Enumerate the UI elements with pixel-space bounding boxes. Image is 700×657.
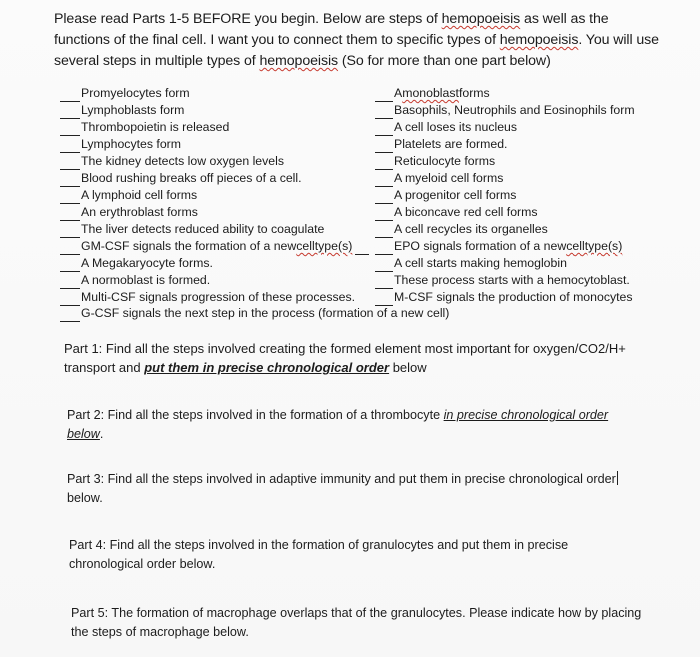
misspelled-word: hemopoeisis — [441, 11, 521, 27]
prompt-text: below. — [67, 491, 103, 505]
step-text: A cell recycles its organelles — [394, 222, 548, 236]
intro-text: (So for more than one part below) — [338, 53, 551, 69]
step-text: These process starts with a hemocytoblast. — [394, 273, 630, 287]
right-steps-list — [375, 85, 695, 306]
emphasis-text: put them in precise chronological order — [144, 360, 390, 375]
step-text: A lymphoid cell forms — [81, 188, 198, 202]
answer-blank[interactable] — [60, 140, 80, 153]
answer-blank[interactable] — [375, 225, 393, 238]
answer-blank[interactable] — [60, 157, 80, 170]
list-item — [375, 170, 695, 187]
list-item — [375, 221, 695, 238]
step-text: GM-CSF signals the formation of a new — [81, 239, 297, 253]
answer-blank[interactable] — [375, 140, 393, 153]
part-1-prompt — [64, 339, 664, 377]
list-item — [60, 85, 380, 102]
answer-blank[interactable] — [60, 191, 80, 204]
step-text: Blood rushing breaks off pieces of a cell. — [81, 171, 302, 185]
answer-blank[interactable] — [60, 174, 80, 187]
list-item — [375, 119, 695, 136]
misspelled-word: monoblast — [402, 86, 459, 100]
answer-blank[interactable] — [375, 123, 393, 136]
part-5-prompt: Part 5: The formation of macrophage overlaps that of the granulocytes. Please indicate how by placing the steps of macrophage below. — [71, 606, 642, 639]
emphasis-text: in precise chronological order below — [67, 408, 609, 441]
list-item — [375, 272, 695, 289]
step-text: forms — [458, 86, 490, 100]
part-4-prompt: Part 4: Find all the steps involved in the formation of granulocytes and put them in precise chronological order below. — [69, 538, 569, 571]
answer-blank[interactable] — [375, 242, 393, 255]
step-text: EPO signals formation of a new — [394, 239, 567, 253]
step-text: M-CSF signals the production of monocytes — [394, 290, 633, 304]
answer-blank[interactable] — [60, 208, 80, 221]
answer-blank[interactable] — [60, 242, 80, 255]
answer-blank[interactable] — [355, 242, 369, 255]
answer-blank[interactable] — [375, 174, 393, 187]
step-text: A biconcave red cell forms — [394, 205, 538, 219]
prompt-text: Part 1: Find all the steps involved creating the formed element most important for oxygen/CO2/H+ transport and — [64, 341, 626, 375]
step-text: The liver detects reduced ability to coagulate — [81, 222, 325, 236]
list-item — [375, 136, 695, 153]
step-text: Reticulocyte forms — [394, 154, 496, 168]
list-item — [60, 102, 380, 119]
answer-blank[interactable] — [375, 106, 393, 119]
list-item — [375, 153, 695, 170]
step-text: A normoblast is formed. — [81, 273, 211, 287]
answer-blank[interactable] — [375, 89, 393, 102]
list-item — [60, 255, 380, 272]
step-text: An erythroblast forms — [81, 205, 198, 219]
answer-blank[interactable] — [60, 309, 80, 322]
misspelled-word: celltype(s) — [296, 239, 353, 253]
misspelled-word: celltype(s) — [566, 239, 623, 253]
step-text: Thrombopoietin is released — [81, 120, 230, 134]
intro-text: as well as the functions of the final cell. I want you to connect them to specific types of — [54, 11, 609, 48]
list-item — [60, 305, 660, 322]
answer-blank[interactable] — [60, 225, 80, 238]
left-steps-list — [60, 85, 380, 306]
step-text: A cell starts making hemoglobin — [394, 256, 567, 270]
intro-text: . You will use several steps in multiple types of — [54, 32, 659, 69]
answer-blank[interactable] — [60, 276, 80, 289]
prompt-text: below — [389, 360, 427, 375]
part-2-prompt — [67, 406, 627, 444]
answer-blank[interactable] — [60, 123, 80, 136]
list-item — [375, 187, 695, 204]
answer-blank[interactable] — [375, 259, 393, 272]
list-item — [60, 136, 380, 153]
list-item — [375, 238, 695, 255]
step-text: Promyelocytes form — [81, 86, 190, 100]
step-text: Platelets are formed. — [394, 137, 508, 151]
list-item — [60, 153, 380, 170]
step-text: A — [394, 86, 403, 100]
intro-text: Please read Parts 1-5 BEFORE you begin. Below are steps of — [54, 11, 442, 27]
answer-blank[interactable] — [60, 106, 80, 119]
step-text: Lymphocytes form — [81, 137, 182, 151]
step-text: Multi-CSF signals progression of these processes. — [81, 290, 356, 304]
prompt-text: Part 2: Find all the steps involved in the formation of a thrombocyte — [67, 408, 444, 422]
list-item — [60, 221, 380, 238]
list-item — [60, 204, 380, 221]
answer-blank[interactable] — [375, 208, 393, 221]
list-item — [60, 238, 380, 255]
list-item — [60, 170, 380, 187]
step-text: A Megakaryocyte forms. — [81, 256, 213, 270]
step-text: A cell loses its nucleus — [394, 120, 518, 134]
part-3-prompt — [67, 470, 627, 508]
list-item — [375, 255, 695, 272]
answer-blank[interactable] — [60, 89, 80, 102]
prompt-text: . — [99, 427, 104, 441]
step-text: G-CSF signals the next step in the process (formation of a new cell) — [81, 306, 450, 320]
step-text: Basophils, Neutrophils and Eosinophils form — [394, 103, 635, 117]
list-item — [375, 204, 695, 221]
answer-blank[interactable] — [375, 157, 393, 170]
list-item — [375, 102, 695, 119]
answer-blank[interactable] — [375, 276, 393, 289]
answer-blank[interactable] — [375, 191, 393, 204]
text-cursor — [617, 471, 618, 485]
list-item — [375, 289, 695, 306]
prompt-text: Part 3: Find all the steps involved in adaptive immunity and put them in precise chronological order — [67, 472, 616, 486]
answer-blank[interactable] — [60, 259, 80, 272]
list-item — [60, 187, 380, 204]
step-text: The kidney detects low oxygen levels — [81, 154, 285, 168]
step-text: Lymphoblasts form — [81, 103, 185, 117]
misspelled-word: hemopoeisis — [259, 53, 339, 69]
list-item — [60, 119, 380, 136]
step-text: A progenitor cell forms — [394, 188, 517, 202]
step-text: A myeloid cell forms — [394, 171, 504, 185]
instructions-paragraph — [54, 9, 664, 72]
list-item — [60, 272, 380, 289]
list-item — [375, 85, 695, 102]
list-item — [60, 289, 380, 306]
misspelled-word: hemopoeisis — [499, 32, 579, 48]
